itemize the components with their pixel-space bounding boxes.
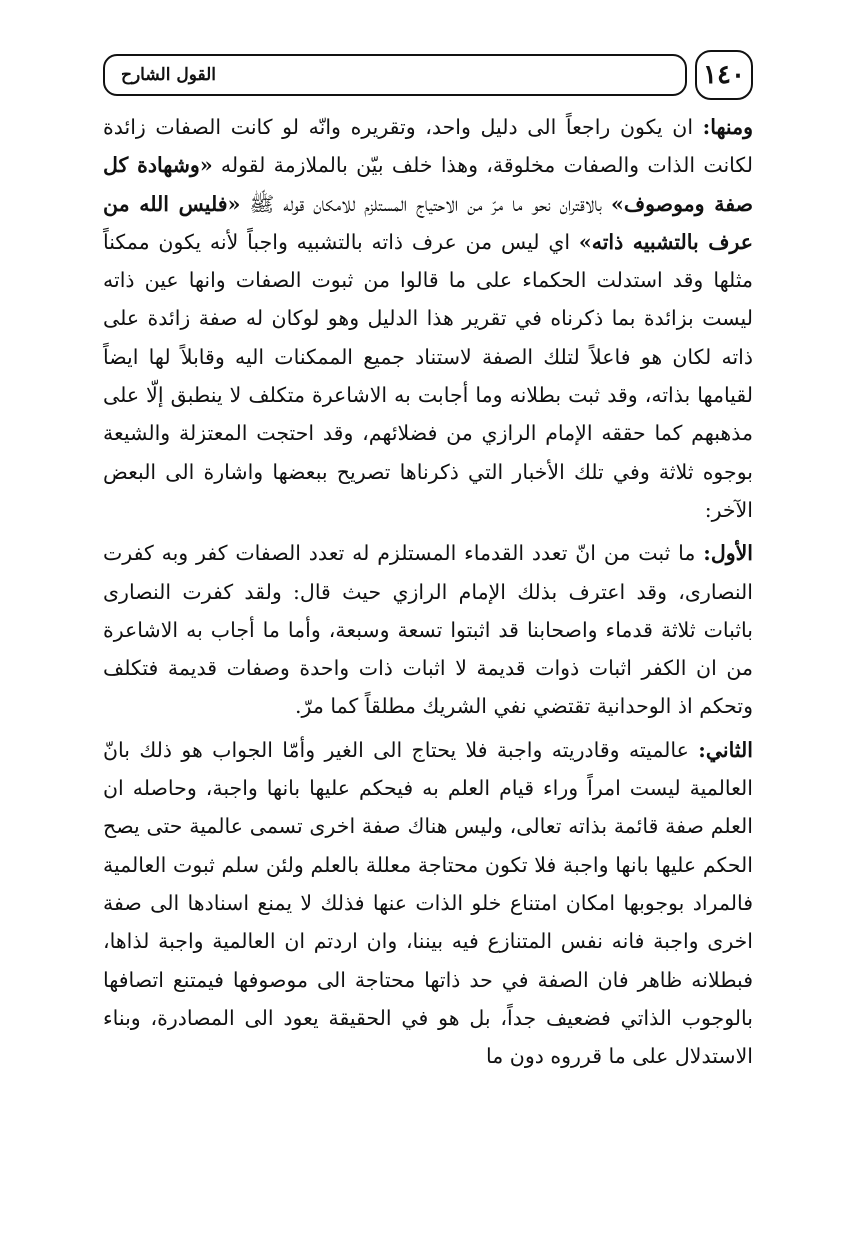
hadith-quote: «فليس الله من عرف بالتشبيه ذاته» — [103, 191, 753, 254]
page-header — [103, 50, 753, 104]
hadith-quote: «وشهادة كل صفة وموصوف» — [103, 153, 754, 216]
paragraph-lead: ومنها: — [702, 115, 753, 139]
paragraph-lead: الأول: — [703, 541, 753, 566]
paragraph-text: ما ثبت من انّ تعدد القدماء المستلزم له تعدد الصفات كفر وبه كفرت النصارى، وقد اعترف بذلك الإمام الرازي حيث قال: ولقد كفرت النصارى باثبات ثلاثة قدماء واصحابنا قد اثبتوا تسعة وسبعة، وأما ما أجاب به الاشاعرة من ان الكفر اثبات ذوات قديمة لا اثبات ذات واحدة وصفات قديمة فتكلف وتحكم اذ الوحدانية تقتضي نفي الشريك مطلقاً كما مرّ. — [103, 541, 753, 719]
paragraph-text: ان يكون راجعاً الى دليل واحد، وتقريره وانّه لو كانت الصفات زائدة لكانت الذات والصفات مخلوقة، وهذا خلف بيّن بالملازمة لقوله — [103, 115, 753, 178]
running-title: القول الشارح — [121, 65, 216, 85]
page-number: ١٤٠ — [703, 60, 745, 90]
running-title-box — [103, 54, 687, 96]
paragraph-text: بالاقتران نحو ما مرّ من الاحتياج المستلزم للامكان قوله ﷺ — [240, 191, 612, 216]
paragraph-lead: الثاني: — [698, 737, 753, 762]
paragraph-2 — [103, 534, 753, 725]
paragraph-text: عالميته وقادريته واجبة فلا يحتاج الى الغير وأمّا الجواب هو ذلك بانّ العالمية ليست امراً وراء قيام العلم به فيحكم عليها بانها واجبة، وحاصله ان العلم صفة قائمة بذاته تعالى، وليس هناك صفة اخرى تسمى عالمية حتى يصح الحكم عليها بانها واجبة فلا تكون محتاجة معللة بالعلم ولئن سلم ثبوت العالمية فالمراد بوجوبها امكان امتناع خلو الذات عنها فذلك لا يمنع اسنادها الى صفة اخرى واجبة فانه نفس المتنازع فيه بيننا، وان اردتم ان العالمية واجبة لذاها، فبطلانه ظاهر فان الصفة في حد ذاتها محتاجة الى موصوفها فيمتنع اتصافها بالوجوب الذاتي فضعيف جداً، بل هو في الحقيقة يعود الى المصادرة، وبناء الاستدلال على ما قرروه دون ما — [103, 737, 753, 1069]
paragraph-3 — [103, 731, 753, 1076]
page-body — [103, 108, 753, 1080]
page-number-box — [695, 50, 753, 100]
paragraph-1 — [103, 108, 753, 529]
paragraph-text: اي ليس من عرف ذاته بالتشبيه واجباً لأنه يكون ممكناً مثلها وقد استدلت الحكماء على ما قالوا من ثبوت الصفات وانها عين ذاته ليست بزائدة بما ذكرناه في تقرير هذا الدليل وهو لوكان له صفة زائدة على ذاته لكان هو فاعلاً لتلك الصفة لاستناد جميع الممكنات اليه وقابلاً لها ايضاً لقيامها بذاته، وقد ثبت بطلانه وما أجابت به الاشاعرة متكلف لا ينطبق إلّا على مذهبهم كما حققه الإمام الرازي من فضلائهم، وقد احتجت المعتزلة والشيعة بوجوه ثلاثة وفي تلك الأخبار التي ذكرناها تصريح ببعضها واشارة الى البعض الآخر: — [103, 229, 753, 522]
